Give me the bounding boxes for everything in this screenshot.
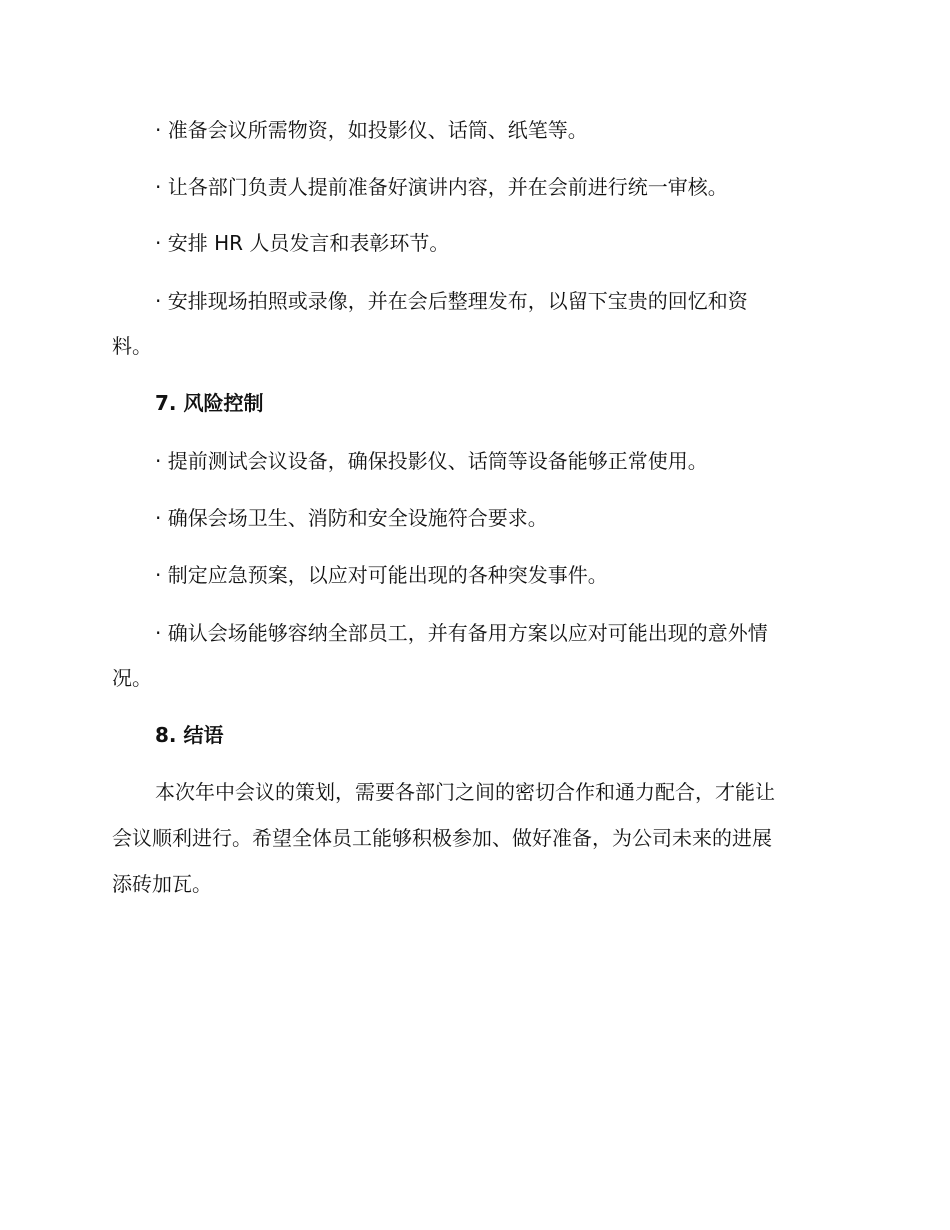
list-item-continuation: 料。 [112,334,152,358]
paragraph-line: 会议顺利进行。希望全体员工能够积极参加、做好准备，为公司未来的进展 [112,826,772,850]
list-item: · 确保会场卫生、消防和安全设施符合要求。 [155,506,548,530]
list-item: · 让各部门负责人提前准备好演讲内容，并在会前进行统一审核。 [155,175,728,199]
section-heading: 7. 风险控制 [155,391,264,415]
list-item-continuation: 况。 [112,666,152,690]
paragraph-line: 添砖加瓦。 [112,872,212,896]
section-heading: 8. 结语 [155,723,224,747]
list-item: · 准备会议所需物资，如投影仪、话筒、纸笔等。 [155,118,588,142]
list-item: · 提前测试会议设备，确保投影仪、话筒等设备能够正常使用。 [155,449,708,473]
list-item: · 确认会场能够容纳全部员工，并有备用方案以应对可能出现的意外情 [155,621,768,645]
paragraph-line: 本次年中会议的策划，需要各部门之间的密切合作和通力配合，才能让 [155,780,775,804]
list-item: · 安排 HR 人员发言和表彰环节。 [155,231,450,255]
list-item: · 制定应急预案，以应对可能出现的各种突发事件。 [155,563,608,587]
list-item: · 安排现场拍照或录像，并在会后整理发布，以留下宝贵的回忆和资 [155,289,748,313]
